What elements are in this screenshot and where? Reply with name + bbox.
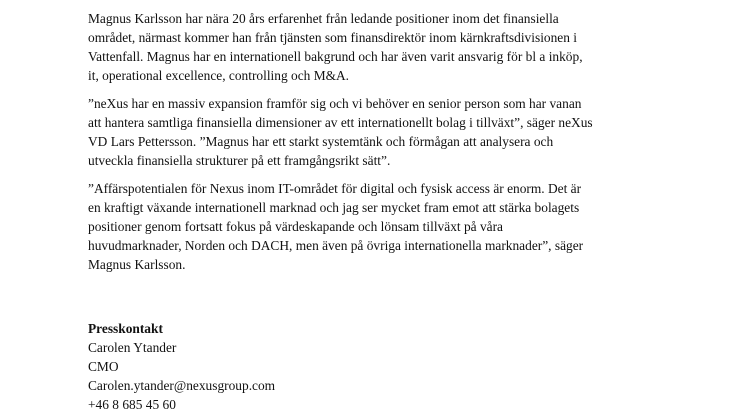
text-line: positioner genom fortsatt fokus på värdeskapande och lönsam tillväxt på våra	[88, 219, 503, 234]
paragraph-background	[88, 9, 713, 85]
text-line: området, närmast kommer han från tjänsten som finansdirektör inom kärnkraftsdivisionen i	[88, 30, 578, 45]
press-release-body	[88, 9, 713, 283]
contact-phone[interactable]: +46 8 685 45 60	[88, 397, 176, 412]
press-contact-heading: Presskontakt	[88, 321, 163, 336]
text-line: ”neXus har en massiv expansion framför sig och vi behöver en senior person som har vanan	[88, 96, 582, 111]
paragraph-karlsson-quote	[88, 179, 713, 274]
text-line: utveckla finansiella strukturer på ett framgångsrikt sätt”.	[88, 153, 391, 168]
contact-title: CMO	[88, 359, 119, 374]
text-line: Magnus Karlsson.	[88, 257, 186, 272]
text-line: en kraftigt växande internationell marknad och jag ser mycket fram emot att stärka bolagets	[88, 200, 580, 215]
contact-email[interactable]: Carolen.ytander@nexusgroup.com	[88, 378, 276, 393]
press-contact-block	[88, 319, 275, 414]
text-line: att hantera samtliga finansiella dimensioner av ett internationellt bolag i tillväxt”, säger neXus	[88, 115, 593, 130]
text-line: it, operational excellence, controlling och M&A.	[88, 68, 350, 83]
text-line: huvudmarknader, Norden och DACH, men även på övriga internationella marknader”, säger	[88, 238, 584, 253]
text-line: Magnus Karlsson har nära 20 års erfarenhet från ledande positioner inom det finansiella	[88, 11, 559, 26]
text-line: Vattenfall. Magnus har en internationell bakgrund och har även varit ansvarig för bl a inköp,	[88, 49, 583, 64]
text-line: VD Lars Pettersson. ”Magnus har ett starkt systemtänk och förmågan att analysera och	[88, 134, 554, 149]
paragraph-ceo-quote	[88, 94, 713, 170]
contact-name: Carolen Ytander	[88, 340, 177, 355]
text-line: ”Affärspotentialen för Nexus inom IT-området för digital och fysisk access är enorm. Det är	[88, 181, 582, 196]
